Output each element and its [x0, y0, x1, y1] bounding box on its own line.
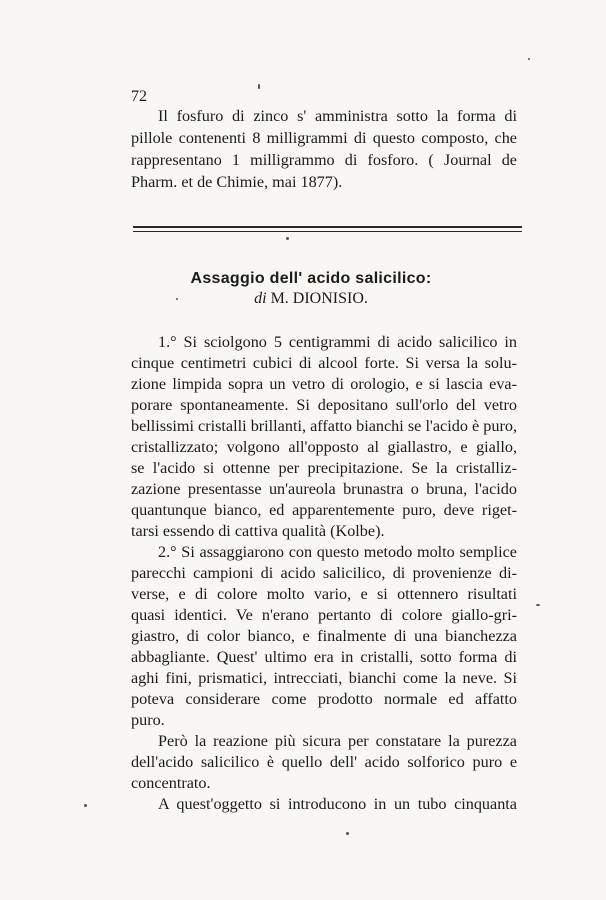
intro-line-1: Il fosfuro di zinco s' amministra sotto la forma di [158, 107, 517, 125]
body-line: aghi fini, prismatici, intrecciati, bianchi come la neve. Si [131, 669, 517, 687]
body-line: poteva considerare come prodotto normale ed affatto [131, 690, 517, 708]
body-line: bellissimi cristalli brillanti, affatto bianchi se l'acido è puro, [131, 417, 517, 435]
body-line: abbagliante. Quest' ultimo era in cristalli, sotto forma di [131, 648, 517, 666]
body-line: puro. [131, 711, 165, 729]
body-line: se l'acido si ottenne per precipitazione. Se la cristalliz- [131, 459, 517, 477]
body-line: tarsi essendo di cattiva qualità (Kolbe). [131, 522, 385, 540]
body-line: giastro, di color bianco, e finalmente di una bianchezza [131, 627, 517, 645]
article-byline [0, 290, 606, 308]
body-line: parecchi campioni di acido salicilico, di provenienze di- [131, 564, 517, 582]
body-line: cinque centimetri cubici di alcool forte. Si versa la solu- [131, 354, 517, 372]
byline-prefix: di [254, 290, 267, 307]
intro-line-3: rappresentano 1 milligrammo di fosforo. ( Journal de [131, 151, 517, 169]
intro-line-2: pillole contenenti 8 milligrammi di questo composto, che [131, 129, 517, 147]
body-line: verse, e di colore molto vario, e si ottennero risultati [131, 585, 517, 603]
body-line: dell'acido salicilico è quello dell' acido solforico puro e [131, 753, 517, 771]
section-divider [133, 226, 522, 232]
body-line: quantunque bianco, ed apparentemente puro, deve riget- [131, 501, 517, 519]
article-title: Assaggio dell' acido salicilico: [190, 270, 432, 287]
scan-speck [286, 237, 289, 240]
body-line: cristallizzato; volgono all'opposto al giallastro, e giallo, [131, 438, 517, 456]
scan-speck [176, 298, 178, 300]
scan-speck [346, 832, 349, 835]
body-line: 2.° Si assaggiarono con questo metodo molto semplice [158, 543, 517, 561]
body-line: quasi identici. Ve n'erano pertanto di colore giallo-gri- [131, 606, 517, 624]
page-number: 72 [131, 88, 147, 105]
body-line: zione limpida sopra un vetro di orologio, e si lascia eva- [131, 375, 517, 393]
body-line: Però la reazione più sicura per constatare la purezza [158, 732, 517, 750]
body-line: zazione presentasse un'aureola brunastra o bruna, l'acido [131, 480, 517, 498]
body-line: porare spontaneamente. Si depositano sull'orlo del vetro [131, 396, 517, 414]
body-line: 1.° Si sciolgono 5 centigrammi di acido salicilico in [158, 333, 517, 351]
byline-author: M. DIONISIO. [270, 290, 368, 307]
scan-speck [528, 58, 530, 60]
scan-speck [258, 84, 260, 89]
scan-speck [536, 604, 540, 606]
intro-line-4: Pharm. et de Chimie, mai 1877). [131, 173, 343, 191]
scan-speck [84, 804, 87, 807]
body-line: A quest'oggetto si introducono in un tubo cinquanta [158, 795, 517, 813]
body-line: concentrato. [131, 774, 211, 792]
